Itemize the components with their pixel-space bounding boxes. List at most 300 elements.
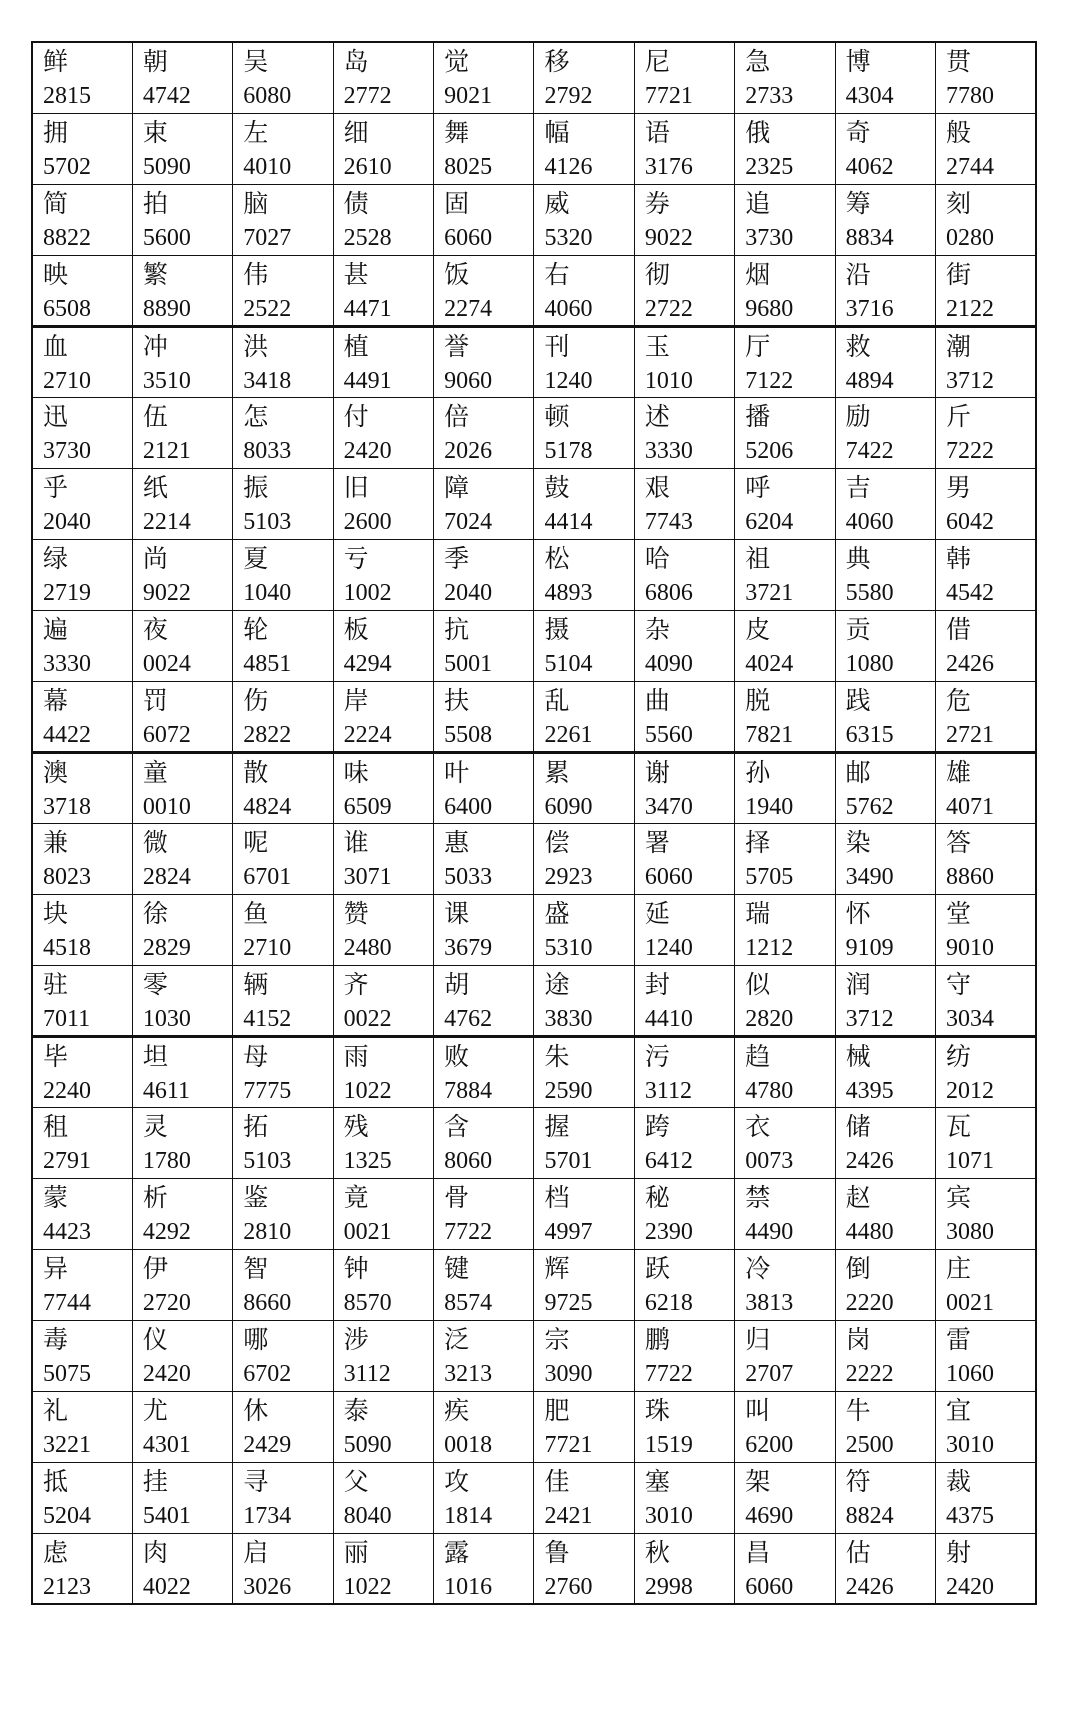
- cell-code: 7222: [946, 437, 995, 464]
- cell-code: 2820: [745, 1005, 794, 1032]
- table-cell: [333, 184, 433, 255]
- table-row: [32, 468, 1036, 539]
- table-cell: [534, 752, 634, 823]
- table-cell: [434, 681, 534, 752]
- cell-code: 6218: [644, 1289, 693, 1316]
- cell-code: 7721: [644, 83, 693, 109]
- cell-character: 尼: [644, 47, 670, 76]
- table-cell: [333, 539, 433, 610]
- table-cell: [835, 823, 935, 894]
- cell-character: 雨: [343, 1041, 369, 1071]
- cell-character: 怎: [243, 401, 269, 431]
- table-cell: [333, 1533, 433, 1604]
- cell-character: 符: [845, 1466, 871, 1496]
- cell-code: 2772: [343, 83, 392, 109]
- cell-character: 右: [544, 259, 570, 289]
- table-cell: [32, 539, 132, 610]
- cell-character: 启: [243, 1537, 269, 1567]
- cell-code: 4518: [43, 934, 91, 961]
- cell-character: 趋: [745, 1041, 771, 1071]
- table-cell: [634, 326, 734, 397]
- table-cell: [534, 113, 634, 184]
- table-cell: [32, 823, 132, 894]
- cell-character: 鹏: [644, 1324, 670, 1354]
- cell-code: 6090: [544, 793, 593, 820]
- table-cell: [534, 1320, 634, 1391]
- cell-character: 课: [444, 898, 470, 928]
- table-cell: [32, 752, 132, 823]
- cell-character: 架: [745, 1466, 771, 1496]
- cell-code: 1060: [946, 1360, 995, 1387]
- cell-character: 夏: [243, 543, 269, 573]
- cell-code: 5103: [243, 508, 292, 535]
- cell-code: 4152: [243, 1005, 292, 1032]
- table-cell: [735, 681, 835, 752]
- cell-character: 映: [43, 259, 69, 289]
- cell-code: 4060: [544, 295, 593, 322]
- cell-character: 攻: [444, 1466, 470, 1496]
- table-cell: [132, 468, 232, 539]
- cell-code: 4304: [845, 83, 894, 109]
- table-cell: [534, 1462, 634, 1533]
- table-cell: [835, 610, 935, 681]
- cell-character: 估: [845, 1537, 871, 1567]
- cell-character: 移: [544, 47, 570, 76]
- table-cell: [132, 1107, 232, 1178]
- table-cell: [735, 1036, 835, 1107]
- table-cell: [333, 255, 433, 326]
- table-cell: [333, 823, 433, 894]
- table-cell: [634, 1462, 734, 1533]
- cell-character: 跃: [644, 1253, 670, 1283]
- cell-code: 7722: [644, 1360, 693, 1387]
- cell-character: 兼: [43, 827, 69, 857]
- table-cell: [936, 255, 1036, 326]
- cell-code: 0021: [343, 1218, 392, 1245]
- cell-code: 5762: [845, 793, 894, 820]
- cell-code: 4126: [544, 153, 593, 180]
- cell-character: 俄: [745, 117, 771, 147]
- cell-character: 寻: [243, 1466, 269, 1496]
- cell-character: 贡: [845, 614, 871, 644]
- table-cell: [233, 681, 333, 752]
- table-cell: [634, 1036, 734, 1107]
- cell-code: 3718: [43, 793, 91, 820]
- cell-character: 延: [644, 898, 670, 928]
- cell-character: 播: [745, 401, 771, 431]
- table-cell: [936, 1391, 1036, 1462]
- cell-character: 庄: [946, 1253, 972, 1283]
- cell-code: 2390: [644, 1218, 693, 1245]
- table-cell: [936, 1320, 1036, 1391]
- table-cell: [434, 539, 534, 610]
- table-cell: [132, 255, 232, 326]
- table-cell: [534, 397, 634, 468]
- table-cell: [634, 1320, 734, 1391]
- cell-code: 6508: [43, 295, 91, 322]
- table-cell: [233, 539, 333, 610]
- cell-character: 亏: [343, 543, 369, 573]
- cell-code: 2012: [946, 1077, 995, 1104]
- table-row: [32, 255, 1036, 326]
- table-cell: [936, 823, 1036, 894]
- cell-code: 8025: [444, 153, 493, 180]
- cell-character: 哈: [644, 543, 670, 573]
- table-cell: [32, 42, 132, 113]
- table-cell: [132, 42, 232, 113]
- table-cell: [936, 610, 1036, 681]
- table-cell: [434, 1462, 534, 1533]
- cell-code: 2822: [243, 721, 292, 748]
- table-cell: [132, 1178, 232, 1249]
- cell-code: 6701: [243, 863, 292, 890]
- table-cell: [634, 965, 734, 1036]
- cell-code: 2421: [544, 1502, 593, 1529]
- cell-code: 4071: [946, 793, 995, 820]
- table-cell: [735, 1249, 835, 1320]
- cell-code: 5206: [745, 437, 794, 464]
- cell-character: 鉴: [243, 1182, 269, 1212]
- cell-character: 含: [444, 1111, 470, 1141]
- table-cell: [132, 184, 232, 255]
- cell-character: 休: [243, 1395, 269, 1425]
- cell-code: 9060: [444, 367, 493, 394]
- table-cell: [132, 894, 232, 965]
- cell-character: 佳: [544, 1466, 570, 1496]
- table-cell: [634, 539, 734, 610]
- cell-code: 1734: [243, 1502, 292, 1529]
- table-cell: [333, 326, 433, 397]
- cell-code: 0280: [946, 224, 995, 251]
- table-cell: [333, 894, 433, 965]
- table-cell: [333, 397, 433, 468]
- cell-character: 救: [845, 331, 871, 361]
- cell-code: 3490: [845, 863, 894, 890]
- cell-character: 吉: [845, 472, 871, 502]
- cell-code: 2426: [946, 650, 995, 677]
- cell-code: 0010: [142, 793, 191, 820]
- cell-code: 4422: [43, 721, 91, 748]
- table-row: [32, 610, 1036, 681]
- cell-character: 艰: [644, 472, 670, 502]
- cell-code: 2733: [745, 83, 794, 109]
- table-cell: [735, 255, 835, 326]
- table-cell: [534, 255, 634, 326]
- cell-code: 2810: [243, 1218, 292, 1245]
- cell-character: 丽: [343, 1537, 369, 1567]
- table-cell: [534, 894, 634, 965]
- cell-code: 2707: [745, 1360, 794, 1387]
- table-cell: [835, 894, 935, 965]
- cell-code: 6509: [343, 793, 392, 820]
- cell-character: 途: [544, 969, 570, 999]
- cell-code: 9725: [544, 1289, 593, 1316]
- cell-code: 7884: [444, 1077, 493, 1104]
- table-cell: [735, 539, 835, 610]
- cell-character: 烟: [745, 259, 771, 289]
- table-cell: [936, 965, 1036, 1036]
- cell-character: 鲁: [544, 1537, 570, 1567]
- cell-code: 4375: [946, 1502, 995, 1529]
- table-cell: [233, 42, 333, 113]
- cell-character: 倒: [845, 1253, 871, 1283]
- cell-character: 曲: [644, 685, 670, 715]
- cell-character: 伊: [142, 1253, 168, 1283]
- cell-code: 2222: [845, 1360, 894, 1387]
- table-cell: [333, 681, 433, 752]
- table-row: [32, 752, 1036, 823]
- table-cell: [735, 397, 835, 468]
- cell-code: 5320: [544, 224, 593, 251]
- cell-character: 沿: [845, 259, 871, 289]
- table-cell: [233, 1036, 333, 1107]
- cell-code: 5508: [444, 721, 493, 748]
- table-cell: [132, 681, 232, 752]
- cell-code: 5401: [142, 1502, 191, 1529]
- cell-character: 拥: [43, 117, 69, 147]
- table-cell: [132, 397, 232, 468]
- cell-character: 拍: [142, 188, 168, 218]
- table-cell: [132, 965, 232, 1036]
- cell-code: 5702: [43, 153, 91, 180]
- cell-code: 7775: [243, 1077, 292, 1104]
- cell-code: 5075: [43, 1360, 91, 1387]
- cell-code: 2220: [845, 1289, 894, 1316]
- cell-code: 8040: [343, 1502, 392, 1529]
- cell-code: 5103: [243, 1147, 292, 1174]
- cell-character: 封: [644, 969, 670, 999]
- cell-character: 践: [845, 685, 871, 715]
- table-cell: [32, 1036, 132, 1107]
- cell-code: 4690: [745, 1502, 794, 1529]
- table-cell: [233, 894, 333, 965]
- table-cell: [32, 468, 132, 539]
- cell-code: 2791: [43, 1147, 91, 1174]
- table-cell: [32, 1107, 132, 1178]
- cell-character: 辉: [544, 1253, 570, 1283]
- table-cell: [835, 113, 935, 184]
- cell-character: 键: [444, 1253, 470, 1283]
- cell-character: 舞: [444, 117, 470, 147]
- cell-code: 6060: [444, 224, 493, 251]
- table-cell: [735, 1320, 835, 1391]
- cell-code: 1040: [243, 579, 292, 606]
- cell-code: 3176: [644, 153, 693, 180]
- cell-code: 4410: [644, 1005, 693, 1032]
- table-cell: [233, 113, 333, 184]
- cell-character: 伟: [243, 259, 269, 289]
- table-cell: [434, 1533, 534, 1604]
- table-cell: [434, 397, 534, 468]
- cell-code: 4611: [142, 1077, 190, 1104]
- cell-character: 刻: [946, 188, 972, 218]
- table-cell: [233, 1320, 333, 1391]
- table-cell: [434, 113, 534, 184]
- cell-code: 2040: [43, 508, 91, 535]
- cell-code: 2923: [544, 863, 593, 890]
- cell-character: 母: [243, 1041, 269, 1071]
- cell-code: 1016: [444, 1573, 493, 1600]
- cell-character: 似: [745, 969, 771, 999]
- cell-character: 语: [644, 117, 670, 147]
- cell-code: 1240: [544, 367, 593, 394]
- cell-code: 2815: [43, 83, 91, 109]
- cell-character: 纺: [946, 1041, 972, 1071]
- table-cell: [835, 42, 935, 113]
- cell-character: 男: [946, 472, 972, 502]
- table-cell: [333, 1391, 433, 1462]
- table-cell: [333, 1462, 433, 1533]
- cell-character: 细: [343, 117, 369, 147]
- table-cell: [835, 539, 935, 610]
- cell-character: 厅: [745, 331, 771, 361]
- table-cell: [735, 326, 835, 397]
- table-cell: [936, 42, 1036, 113]
- table-cell: [835, 965, 935, 1036]
- cell-character: 鱼: [243, 898, 269, 928]
- table-cell: [32, 1320, 132, 1391]
- table-cell: [434, 894, 534, 965]
- table-cell: [936, 1533, 1036, 1604]
- table-cell: [233, 1462, 333, 1533]
- cell-code: 2420: [946, 1573, 995, 1600]
- table-row: [32, 1178, 1036, 1249]
- table-cell: [936, 468, 1036, 539]
- cell-code: 2528: [343, 224, 392, 251]
- table-cell: [132, 1320, 232, 1391]
- cell-character: 怀: [845, 898, 871, 928]
- table-cell: [233, 468, 333, 539]
- cell-character: 仪: [142, 1324, 168, 1354]
- table-cell: [32, 1462, 132, 1533]
- cell-character: 挂: [142, 1466, 168, 1496]
- table-cell: [835, 468, 935, 539]
- cell-code: 2274: [444, 295, 493, 322]
- cell-character: 吴: [243, 47, 269, 76]
- cell-code: 4824: [243, 793, 292, 820]
- cell-character: 射: [946, 1537, 972, 1567]
- cell-character: 追: [745, 188, 771, 218]
- cell-code: 1010: [644, 367, 693, 394]
- cell-character: 绿: [43, 543, 69, 573]
- cell-code: 2998: [644, 1573, 693, 1600]
- table-cell: [434, 1036, 534, 1107]
- cell-character: 谁: [343, 827, 369, 857]
- cell-code: 3679: [444, 934, 493, 961]
- cell-character: 幅: [544, 117, 570, 147]
- cell-code: 2500: [845, 1431, 894, 1458]
- table-cell: [333, 1249, 433, 1320]
- table-cell: [634, 42, 734, 113]
- cell-code: 1022: [343, 1573, 392, 1600]
- cell-code: 0073: [745, 1147, 794, 1174]
- cell-character: 邮: [845, 757, 871, 787]
- cell-code: 7821: [745, 721, 794, 748]
- cell-code: 4010: [243, 153, 292, 180]
- table-cell: [835, 1391, 935, 1462]
- cell-character: 潮: [946, 331, 972, 361]
- table-cell: [936, 1178, 1036, 1249]
- table-cell: [835, 1249, 935, 1320]
- cell-character: 励: [845, 401, 871, 431]
- cell-code: 4894: [845, 367, 894, 394]
- cell-code: 0024: [142, 650, 191, 677]
- cell-code: 4024: [745, 650, 794, 677]
- table-cell: [233, 1107, 333, 1178]
- table-cell: [835, 255, 935, 326]
- table-cell: [333, 1320, 433, 1391]
- cell-code: 5310: [544, 934, 593, 961]
- cell-character: 秋: [644, 1537, 670, 1567]
- table-row: [32, 1036, 1036, 1107]
- cell-character: 街: [946, 259, 972, 289]
- cell-character: 毕: [43, 1041, 69, 1071]
- cell-character: 典: [845, 543, 871, 573]
- cell-code: 4414: [544, 508, 593, 535]
- cell-code: 3112: [644, 1077, 692, 1104]
- cell-code: 3830: [544, 1005, 593, 1032]
- table-cell: [233, 184, 333, 255]
- cell-character: 偿: [544, 827, 570, 857]
- cell-character: 拓: [243, 1111, 269, 1141]
- cell-character: 智: [243, 1253, 269, 1283]
- cell-code: 8060: [444, 1147, 493, 1174]
- cell-code: 4022: [142, 1573, 191, 1600]
- table-cell: [634, 610, 734, 681]
- table-cell: [132, 539, 232, 610]
- cell-code: 8574: [444, 1289, 493, 1316]
- table-cell: [735, 1533, 835, 1604]
- cell-character: 盛: [544, 898, 570, 928]
- cell-character: 脱: [745, 685, 771, 715]
- cell-code: 8570: [343, 1289, 392, 1316]
- cell-code: 6412: [644, 1147, 693, 1174]
- table-cell: [132, 1036, 232, 1107]
- cell-character: 冷: [745, 1253, 771, 1283]
- cell-character: 乎: [43, 472, 69, 502]
- table-cell: [936, 184, 1036, 255]
- table-cell: [835, 1036, 935, 1107]
- cell-code: 1814: [444, 1502, 493, 1529]
- cell-character: 斤: [946, 401, 972, 431]
- table-cell: [32, 255, 132, 326]
- cell-code: 2720: [142, 1289, 191, 1316]
- cell-character: 秘: [644, 1182, 670, 1212]
- cell-character: 械: [845, 1041, 871, 1071]
- table-cell: [735, 610, 835, 681]
- table-body: [32, 42, 1036, 1604]
- cell-code: 1940: [745, 793, 794, 820]
- cell-code: 3071: [343, 863, 392, 890]
- table-cell: [735, 894, 835, 965]
- cell-code: 6060: [745, 1573, 794, 1600]
- cell-character: 朱: [544, 1041, 570, 1071]
- cell-character: 障: [444, 472, 470, 502]
- cell-code: 3221: [43, 1431, 91, 1458]
- table-cell: [835, 1533, 935, 1604]
- table-cell: [735, 468, 835, 539]
- table-cell: [634, 1391, 734, 1462]
- cell-code: 4090: [644, 650, 693, 677]
- cell-character: 毒: [43, 1324, 69, 1354]
- cell-code: 6204: [745, 508, 794, 535]
- cell-character: 危: [946, 685, 972, 715]
- table-cell: [634, 113, 734, 184]
- table-cell: [936, 894, 1036, 965]
- cell-character: 答: [946, 827, 972, 857]
- cell-code: 8890: [142, 295, 191, 322]
- table-cell: [233, 1391, 333, 1462]
